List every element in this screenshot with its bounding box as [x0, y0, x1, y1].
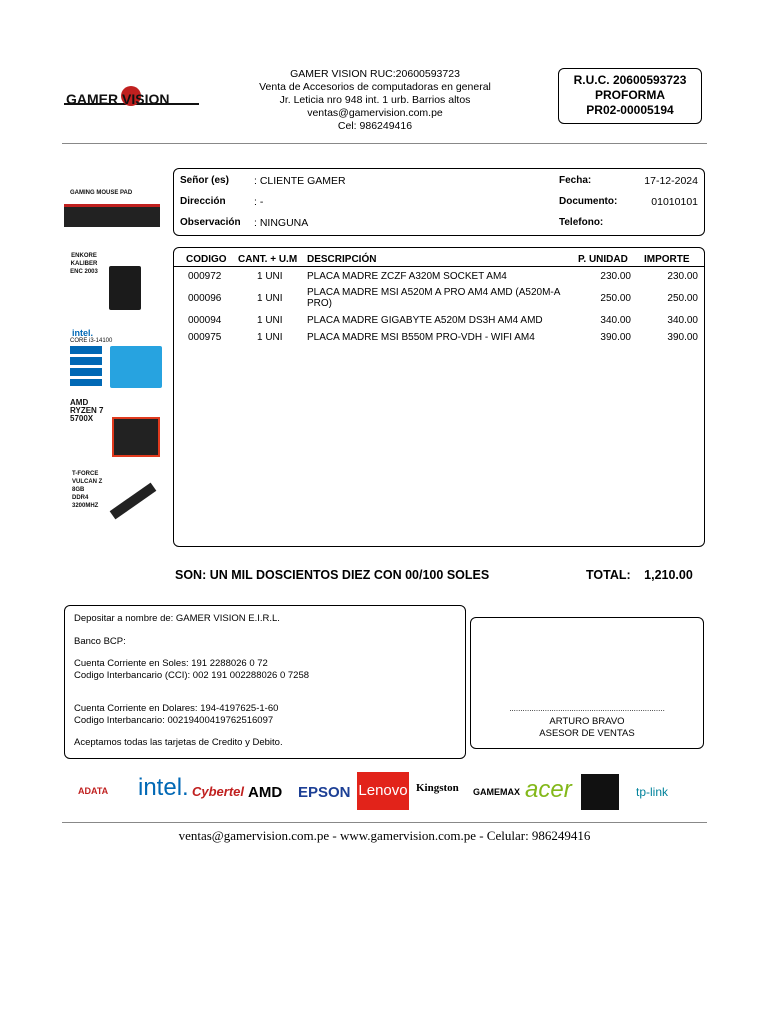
- bank-line: Aceptamos todas las tarjetas de Credito y Debito.: [74, 737, 283, 748]
- col-header-descripcion: DESCRIPCIÓN: [307, 254, 377, 265]
- signer-role: ASESOR DE VENTAS: [539, 728, 635, 739]
- amd-cpu-ad: [64, 399, 164, 461]
- documento-value: 01010101: [651, 196, 698, 208]
- adata-logo: ADATA: [78, 786, 109, 796]
- cell-punidad: 250.00: [600, 293, 631, 304]
- bank-line: Cuenta Corriente en Soles: 191 2288026 0 72: [74, 658, 268, 669]
- amd-brand: AMD: [70, 398, 89, 407]
- mousepad-image: [64, 204, 160, 227]
- acer-logo: acer: [525, 776, 572, 803]
- bank-line: Depositar a nombre de: GAMER VISION E.I.R.L.: [74, 613, 280, 624]
- cell-cantidad: 1 UNI: [257, 293, 283, 304]
- proforma-label: PROFORMA: [595, 88, 665, 102]
- observacion-value: : NINGUNA: [254, 217, 309, 229]
- bank-info-box: [64, 605, 466, 759]
- ruc-box: [558, 68, 702, 124]
- cell-importe: 390.00: [667, 332, 698, 343]
- company-line: Cel: 986249416: [337, 120, 413, 132]
- signature-box: [470, 617, 704, 749]
- bank-line: Codigo Interbancario (CCI): 002 191 002288026 0 7258: [74, 669, 310, 681]
- ram-size: 8GB: [72, 487, 85, 493]
- fecha-label: Fecha:: [559, 175, 592, 186]
- cell-codigo: 000094: [188, 315, 222, 326]
- gamemax-logo: GAMEMAX: [473, 787, 520, 797]
- telefono-label: Telefono:: [559, 217, 604, 228]
- intel-logo: intel.: [138, 774, 189, 801]
- direccion-label: Dirección: [180, 196, 226, 207]
- fecha-value: 17-12-2024: [644, 175, 698, 187]
- direccion-value: : -: [254, 196, 264, 208]
- company-line: Venta de Accesorios de computadoras en general: [259, 81, 491, 93]
- total: [586, 568, 693, 582]
- cell-punidad: 340.00: [600, 315, 631, 326]
- footer-contact: ventas@gamervision.com.pe - www.gamervision.com.pe - Celular: 986249416: [178, 828, 591, 843]
- case-image: [109, 266, 141, 310]
- cell-cantidad: 1 UNI: [257, 271, 283, 282]
- brand-logos-strip: [62, 772, 707, 814]
- senor-label: Señor (es): [180, 175, 229, 186]
- lenovo-logo: Lenovo: [357, 772, 409, 810]
- company-line: ventas@gamervision.com.pe: [307, 107, 443, 119]
- proforma-number: PR02-00005194: [586, 103, 674, 117]
- cell-codigo: 000975: [188, 332, 222, 343]
- company-line: GAMER VISION RUC:20600593723: [290, 68, 460, 80]
- case-code: ENC 2003: [70, 269, 98, 275]
- ram-ad: [64, 470, 164, 532]
- logo-text: GAMER VISION: [66, 91, 170, 107]
- intel-spec-badges: [70, 346, 102, 386]
- company-info: [250, 68, 500, 133]
- ruc-line: R.U.C. 20600593723: [573, 73, 687, 87]
- bank-line: Cuenta Corriente en Dolares: 194-4197625-1-60: [74, 703, 279, 714]
- intel-brand: intel.: [72, 328, 94, 338]
- cell-importe: 250.00: [667, 293, 698, 304]
- signer-name: ARTURO BRAVO: [549, 716, 625, 727]
- kingston-logo: Kingston: [416, 782, 459, 794]
- bank-line: Codigo Interbancario: 00219400419762516097: [74, 714, 274, 726]
- mousepad-label: GAMING MOUSE PAD: [70, 190, 133, 196]
- total-value: 1,210.00: [644, 568, 693, 582]
- header-rule: [174, 266, 704, 267]
- documento-label: Documento:: [559, 196, 618, 207]
- cell-descripcion: PLACA MADRE ZCZF A320M SOCKET AM4: [307, 271, 507, 282]
- items-table: [173, 247, 705, 547]
- total-label: TOTAL:: [586, 568, 631, 582]
- tplink-logo: tp-link: [636, 785, 669, 799]
- cell-cantidad: 1 UNI: [257, 332, 283, 343]
- mousepad-ad: [64, 190, 164, 236]
- intel-box-image: [110, 346, 162, 388]
- ram-model: VULCAN Z: [72, 479, 103, 485]
- company-line: Jr. Leticia nro 948 int. 1 urb. Barrios altos: [279, 94, 471, 106]
- divider: [62, 143, 707, 144]
- senor-value: : CLIENTE GAMER: [254, 175, 346, 187]
- company-logo: [64, 84, 199, 114]
- logo-icon: [64, 84, 199, 114]
- cybertel-logo: Cybertel: [192, 784, 245, 799]
- cell-punidad: 230.00: [600, 271, 631, 282]
- cell-importe: 340.00: [667, 315, 698, 326]
- gamer-brand-logo: [581, 774, 619, 810]
- intel-model: CORE i3-14100: [70, 338, 113, 344]
- cell-descripcion: PLACA MADRE GIGABYTE A520M DS3H AM4 AMD: [307, 315, 543, 326]
- amd-model: 5700X: [70, 414, 94, 423]
- epson-logo: EPSON: [298, 784, 351, 801]
- col-header-cantidad: CANT. + U.M: [238, 254, 298, 265]
- client-info-box: [173, 168, 705, 236]
- case-brand: ENKORE: [71, 253, 97, 259]
- amd-logo: AMD: [248, 784, 283, 801]
- ram-type: DDR4: [72, 495, 89, 501]
- cell-codigo: 000096: [188, 293, 222, 304]
- cell-descripcion: PLACA MADRE MSI A520M A PRO AM4 AMD (A520M-A PRO): [307, 287, 560, 309]
- col-header-punidad: P. UNIDAD: [578, 254, 628, 265]
- cell-descripcion: PLACA MADRE MSI B550M PRO-VDH - WIFI AM4: [307, 332, 535, 343]
- ram-brand: T-FORCE: [72, 471, 99, 477]
- amd-series: RYZEN 7: [70, 406, 104, 415]
- bank-line: Banco BCP:: [74, 635, 126, 647]
- amount-in-words: SON: UN MIL DOSCIENTOS DIEZ CON 00/100 SOLES: [175, 568, 490, 582]
- cell-codigo: 000972: [188, 271, 222, 282]
- intel-cpu-ad: [64, 328, 164, 390]
- col-header-codigo: CODIGO: [186, 254, 227, 265]
- observacion-label: Observación: [180, 217, 241, 228]
- case-ad: [64, 252, 164, 312]
- cell-punidad: 390.00: [600, 332, 631, 343]
- footer-divider: [62, 822, 707, 823]
- cell-importe: 230.00: [667, 271, 698, 282]
- case-model: KALIBER: [70, 261, 98, 267]
- ram-speed: 3200MHZ: [72, 503, 99, 509]
- signature-line: ......................................................................: [509, 704, 665, 713]
- col-header-importe: IMPORTE: [644, 254, 690, 265]
- amd-box-image: [112, 417, 160, 457]
- cell-cantidad: 1 UNI: [257, 315, 283, 326]
